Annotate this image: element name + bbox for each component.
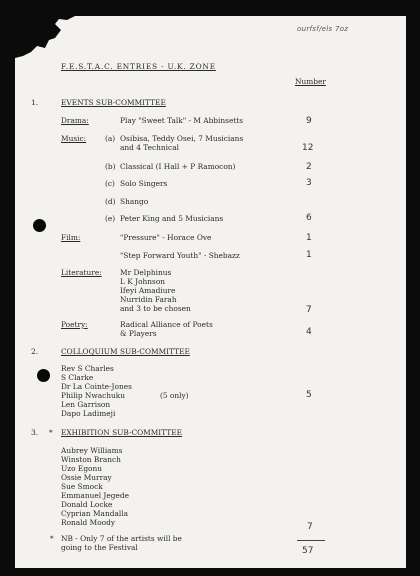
music-d-key: (d) xyxy=(105,197,116,206)
literature-name-4: Nurridin Farah xyxy=(120,295,177,304)
exhibition-name-1: Aubrey Williams xyxy=(61,446,123,455)
drama-label: Drama: xyxy=(61,116,89,125)
poetry-number: 4 xyxy=(306,327,312,337)
music-a-line2: and 4 Technical xyxy=(120,143,179,152)
exhibition-number: 7 xyxy=(307,522,313,532)
literature-name-1: Mr Delphinus xyxy=(120,268,172,277)
drama-entry: Play "Sweet Talk" - M Abbinsetts xyxy=(120,116,244,125)
colloquium-name-3: Dr La Cointe-Jones xyxy=(61,382,132,391)
total-number: 57 xyxy=(302,546,314,556)
section-2-number: 2. xyxy=(31,347,39,356)
exhibition-name-2: Winston Branch xyxy=(61,455,121,464)
section-1-number: 1. xyxy=(31,98,39,107)
section-colloquium-title: COLLOQUIUM SUB-COMMITTEE xyxy=(61,347,190,356)
music-label: Music: xyxy=(61,134,87,143)
colloquium-name-6: Dapo Ladimeji xyxy=(61,409,116,418)
number-column-header: Number xyxy=(295,77,326,86)
exhibition-name-8: Cyprian Mandalla xyxy=(61,509,128,518)
music-a-key: (a) xyxy=(105,134,116,143)
film-line1: "Pressure" - Horace Ove xyxy=(120,233,212,242)
punch-hole-lower xyxy=(37,369,50,382)
poetry-line2: & Players xyxy=(120,329,157,338)
torn-corner xyxy=(15,16,75,60)
handwritten-reference: ourfsf/els 7oz xyxy=(297,25,349,33)
exhibition-name-5: Sue Smock xyxy=(61,482,103,491)
literature-name-3: Ifeyi Amadiure xyxy=(120,286,176,295)
exhibition-name-3: Uzo Egonu xyxy=(61,464,103,473)
poetry-line1: Radical Alliance of Poets xyxy=(120,320,213,329)
colloquium-note: (5 only) xyxy=(160,391,189,400)
music-b-key: (b) xyxy=(105,162,116,171)
nb-line1: NB - Only 7 of the artists will be xyxy=(61,534,182,543)
colloquium-name-2: S Clarke xyxy=(61,373,94,382)
music-e-number: 6 xyxy=(306,213,312,223)
music-c-key: (c) xyxy=(105,179,115,188)
film-number1: 1 xyxy=(306,233,312,243)
literature-number: 7 xyxy=(306,305,312,315)
section-events-title: EVENTS SUB-COMMITTEE xyxy=(61,98,166,107)
music-e-key: (e) xyxy=(105,214,116,223)
exhibition-name-4: Ossie Murray xyxy=(61,473,112,482)
music-c-text: Solo Singers xyxy=(120,179,168,188)
section-3-star: * xyxy=(49,428,53,437)
section-exhibition-title: EXHIBITION SUB-COMMITTEE xyxy=(61,428,183,437)
literature-name-5: and 3 to be chosen xyxy=(120,304,191,313)
total-rule xyxy=(297,540,325,541)
film-number2: 1 xyxy=(306,250,312,260)
film-line2: "Step Forward Youth" - Shebazz xyxy=(120,251,240,260)
literature-name-2: L K Johnson xyxy=(120,277,166,286)
document-page xyxy=(15,16,406,568)
music-b-number: 2 xyxy=(306,162,312,172)
film-label: Film: xyxy=(61,233,81,242)
colloquium-name-1: Rev S Charles xyxy=(61,364,114,373)
colloquium-name-4: Philip Nwachuku xyxy=(61,391,126,400)
section-3-number: 3. xyxy=(31,428,39,437)
exhibition-name-6: Emmanuel Jegede xyxy=(61,491,129,500)
page-title: F.E.S.T.A.C. ENTRIES - U.K. ZONE xyxy=(61,62,216,71)
colloquium-number: 5 xyxy=(306,390,312,400)
punch-hole-upper xyxy=(33,219,46,232)
music-c-number: 3 xyxy=(306,178,312,188)
literature-label: Literature: xyxy=(61,268,102,277)
nb-line2: going to the Festival xyxy=(61,543,138,552)
exhibition-name-9: Ronald Moody xyxy=(61,518,115,527)
poetry-label: Poetry: xyxy=(61,320,88,329)
music-e-text: Peter King and 5 Musicians xyxy=(120,214,224,223)
colloquium-name-5: Len Garrison xyxy=(61,400,111,409)
exhibition-name-7: Donald Locke xyxy=(61,500,113,509)
music-a-number: 12 xyxy=(302,143,314,153)
drama-number: 9 xyxy=(306,116,312,126)
music-b-text: Classical (I Hall + P Ramocon) xyxy=(120,162,236,171)
music-d-text: Shango xyxy=(120,197,149,206)
music-a-line1: Osibisa, Teddy Osei, 7 Musicians xyxy=(120,134,244,143)
nb-star: * xyxy=(50,534,54,543)
